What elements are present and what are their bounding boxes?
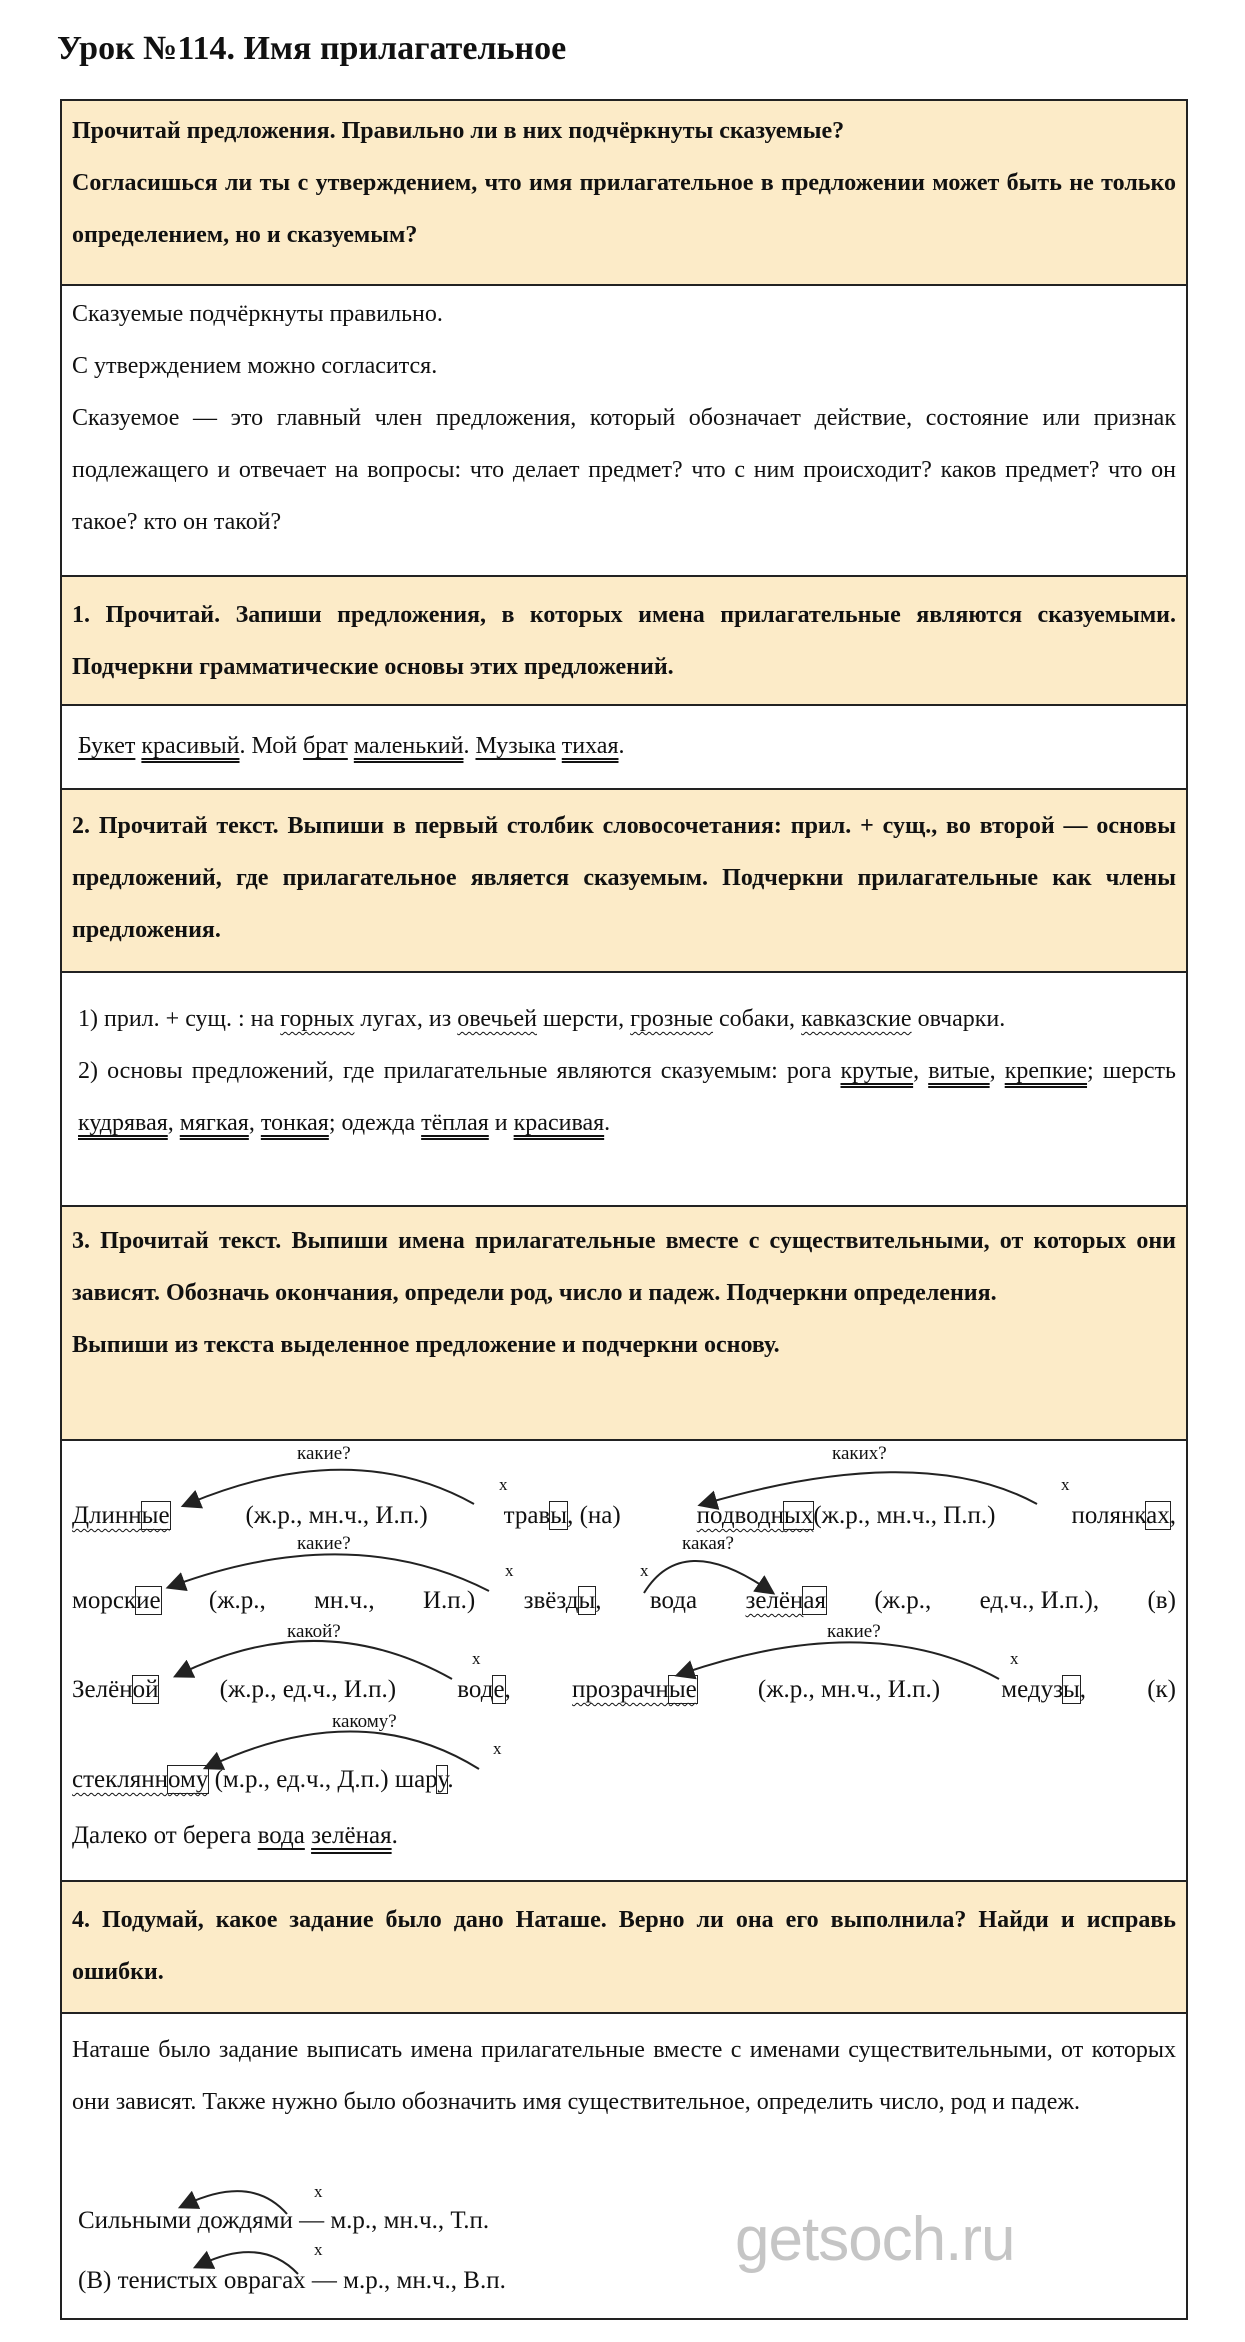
lesson-table bbox=[60, 99, 1188, 2320]
attribute-word: подводн bbox=[696, 1502, 785, 1529]
subject-word: вода bbox=[257, 1822, 305, 1849]
exercise-3-task bbox=[62, 1205, 1186, 1439]
text-segment: И.п.) bbox=[422, 1587, 476, 1614]
x-mark: x bbox=[1010, 1649, 1019, 1668]
text-segment: (ж.р., мн.ч., П.п.) bbox=[813, 1502, 996, 1529]
text-segment: (ж.р., ед.ч., И.п.) bbox=[219, 1676, 397, 1703]
subject-word: Букет bbox=[78, 733, 136, 759]
question-label: какая? bbox=[682, 1533, 734, 1554]
question-label: какие? bbox=[297, 1533, 351, 1554]
text-segment: , bbox=[504, 1676, 511, 1703]
x-mark: x bbox=[493, 1739, 502, 1758]
text-segment: , (на) bbox=[567, 1502, 621, 1529]
text-segment: (м.р., ед.ч., Д.п.) bbox=[208, 1766, 395, 1793]
analysis-line: Сильными дождями — м.р., мн.ч., Т.п. bbox=[78, 2207, 490, 2234]
word-group bbox=[524, 1586, 602, 1616]
answer-text bbox=[78, 1045, 1176, 1149]
attribute-word: стеклянн bbox=[72, 1766, 168, 1793]
word-group bbox=[1071, 1501, 1176, 1531]
text-segment: 1) прил. + сущ. : на bbox=[78, 1006, 281, 1032]
ending-box: ы bbox=[578, 1587, 596, 1614]
text-segment: . bbox=[391, 1822, 398, 1849]
predicate-word: кудрявая bbox=[78, 1110, 168, 1136]
x-mark: x bbox=[499, 1475, 508, 1494]
ending-box: ые bbox=[141, 1502, 170, 1529]
text-segment: , bbox=[248, 1110, 261, 1136]
text-segment: . bbox=[618, 733, 625, 759]
task-text: Выпиши из текста выделенное предложение и подчеркни основу. bbox=[72, 1332, 780, 1358]
word-group bbox=[72, 1765, 454, 1795]
text-segment: вода bbox=[649, 1587, 698, 1614]
watermark: getsoch.ru bbox=[735, 2205, 1015, 2274]
ending-box: ы bbox=[550, 1502, 568, 1529]
ending-box: ые bbox=[668, 1676, 697, 1703]
ending-box: ой bbox=[132, 1676, 159, 1703]
text-segment: , bbox=[913, 1058, 929, 1084]
word-group bbox=[1001, 1675, 1086, 1705]
text-segment: (в) bbox=[1147, 1587, 1176, 1614]
word-group bbox=[457, 1675, 511, 1705]
word-group bbox=[423, 1586, 475, 1616]
predicate-word: красивая bbox=[513, 1110, 605, 1136]
text-segment: морск bbox=[72, 1587, 137, 1614]
attribute-word: зелён bbox=[745, 1587, 804, 1614]
word-group bbox=[220, 1675, 396, 1705]
answer-text: Сказуемые подчёркнуты правильно. bbox=[72, 301, 443, 327]
text-segment: . Мой bbox=[239, 733, 304, 759]
attribute-word: овечьей bbox=[457, 1006, 537, 1032]
x-mark: x bbox=[314, 2240, 323, 2259]
task-text: 4. Подумай, какое задание было дано Наташе. Верно ли она его выполнила? Найди и исправь ошибки. bbox=[72, 1907, 1176, 1985]
text-segment: полянк bbox=[1071, 1502, 1147, 1529]
answer-text: Сказуемое — это главный член предложения, который обозначает действие, состояние или признак подлежащего и отвечает на вопросы: что делает предмет? что с ним происходит? каков предмет? что он такое? кто он такой? bbox=[72, 405, 1176, 535]
text-segment: (ж.р., мн.ч., И.п.) bbox=[245, 1502, 428, 1529]
word-group bbox=[758, 1675, 940, 1705]
text-segment: овчарки. bbox=[911, 1006, 1006, 1032]
text-segment: , bbox=[167, 1110, 180, 1136]
arrow-arc bbox=[182, 1641, 452, 1679]
text-segment: . bbox=[463, 733, 476, 759]
answer-text bbox=[78, 993, 1176, 1045]
text-segment: , bbox=[989, 1058, 1005, 1084]
x-mark: x bbox=[472, 1649, 481, 1668]
text-segment: , bbox=[595, 1587, 602, 1614]
question-label: какой? bbox=[287, 1621, 341, 1642]
ending-box: ая bbox=[803, 1587, 827, 1614]
ending-box: е bbox=[493, 1676, 505, 1703]
x-mark: x bbox=[314, 2182, 323, 2201]
text-segment: (ж.р., bbox=[874, 1587, 932, 1614]
intro-answer bbox=[62, 284, 1186, 575]
word-group bbox=[1147, 1675, 1176, 1705]
predicate-word: тонкая bbox=[260, 1110, 329, 1136]
exercise-4-answer bbox=[62, 2012, 1186, 2318]
ending-box: у bbox=[437, 1766, 448, 1793]
task-text: 2. Прочитай текст. Выпиши в первый столбик словосочетания: прил. + сущ., во второй — основы предложений, где прилагательное является сказуемым. Подчеркни прилагательные как члены предложения. bbox=[72, 813, 1176, 943]
task-text: 3. Прочитай текст. Выпиши имена прилагательные вместе с существительными, от которых они зависят. Обозначь окончания, определи род, число и падеж. Подчеркни определения. bbox=[72, 1228, 1176, 1306]
intro-task-line: Согласишься ли ты с утверждением, что имя прилагательное в предложении может быть не только определением, но и сказуемым? bbox=[72, 170, 1176, 248]
text-segment: ; шерсть bbox=[1087, 1058, 1176, 1084]
text-segment: (ж.р., bbox=[208, 1587, 266, 1614]
answer-text bbox=[78, 720, 1176, 772]
text-segment: вод bbox=[457, 1676, 494, 1703]
predicate-word: крутые bbox=[840, 1058, 914, 1084]
word-group bbox=[72, 1821, 398, 1851]
subject-word: брат bbox=[303, 733, 348, 759]
subject-word: Музыка bbox=[475, 733, 556, 759]
intro-task-line: Прочитай предложения. Правильно ли в них подчёркнуты сказуемые? bbox=[72, 118, 845, 144]
task-text: 1. Прочитай. Запиши предложения, в которых имена прилагательные являются сказуемыми. Подчеркни грамматические основы этих предложений. bbox=[72, 602, 1176, 680]
page-title: Урок №114. Имя прилагательное bbox=[57, 30, 567, 67]
x-mark: x bbox=[640, 1561, 649, 1580]
word-group bbox=[1147, 1586, 1175, 1616]
arrow-arc bbox=[684, 1642, 999, 1679]
text-segment: собаки, bbox=[713, 1006, 802, 1032]
text-segment: (к) bbox=[1147, 1676, 1176, 1703]
ending-box: ы bbox=[1062, 1676, 1080, 1703]
exercise-4-task bbox=[62, 1880, 1186, 2012]
question-label: какие? bbox=[297, 1443, 351, 1464]
arrow-arc bbox=[707, 1472, 1037, 1504]
analysis-line bbox=[72, 1821, 1176, 1851]
word-group bbox=[72, 1586, 161, 1616]
word-group bbox=[72, 1501, 170, 1531]
answer-text: Наташе было задание выписать имена прилагательные вместе с именами существительными, от которых они зависят. Также нужно было обозначить имя существительное, определить число, род и падеж. bbox=[72, 2037, 1176, 2115]
text-segment: и bbox=[488, 1110, 514, 1136]
analysis-line: (В) тенистых оврагах — м.р., мн.ч., В.п. bbox=[78, 2267, 506, 2294]
predicate-word: маленький bbox=[353, 733, 464, 759]
analysis-line bbox=[72, 1765, 1176, 1795]
x-mark: x bbox=[505, 1561, 514, 1580]
word-group bbox=[72, 1675, 158, 1705]
text-segment: звёзд bbox=[523, 1587, 579, 1614]
answer-text: С утверждением можно согласится. bbox=[72, 353, 438, 379]
exercise-1-task bbox=[62, 575, 1186, 704]
word-group bbox=[504, 1501, 621, 1531]
word-group bbox=[874, 1586, 931, 1616]
attribute-word: горных bbox=[280, 1006, 355, 1032]
text-segment: , bbox=[1169, 1502, 1176, 1529]
attribute-word: Длинн bbox=[72, 1502, 142, 1529]
exercise-2-task bbox=[62, 788, 1186, 971]
text-segment: . bbox=[447, 1766, 454, 1793]
question-label: какие? bbox=[827, 1621, 881, 1642]
ending-box: ых bbox=[784, 1502, 814, 1529]
text-segment: ; одежда bbox=[328, 1110, 422, 1136]
analysis-line bbox=[72, 1675, 1176, 1705]
text-segment: Далеко от берега bbox=[72, 1822, 258, 1849]
arrow-arc bbox=[212, 1731, 479, 1769]
ending-box: ие bbox=[136, 1587, 161, 1614]
word-group bbox=[980, 1586, 1100, 1616]
word-group bbox=[697, 1501, 996, 1531]
word-group bbox=[650, 1586, 697, 1616]
predicate-word: крепкие bbox=[1004, 1058, 1088, 1084]
ending-box: ому bbox=[168, 1766, 209, 1793]
predicate-word: тёплая bbox=[421, 1110, 489, 1136]
question-label: какому? bbox=[332, 1711, 397, 1732]
attribute-word: кавказские bbox=[801, 1006, 912, 1032]
exercise-2-answer bbox=[62, 971, 1186, 1205]
word-group bbox=[209, 1586, 266, 1616]
text-segment: 2) основы предложений, где прилагательные являются сказуемым: рога bbox=[78, 1058, 841, 1084]
exercise-3-answer bbox=[62, 1439, 1186, 1880]
text-segment: мн.ч., bbox=[314, 1587, 375, 1614]
text-segment: трав bbox=[503, 1502, 551, 1529]
text-segment: шерсти, bbox=[536, 1006, 631, 1032]
text-segment: медуз bbox=[1001, 1676, 1063, 1703]
text-segment: , bbox=[1079, 1676, 1086, 1703]
word-group bbox=[246, 1501, 428, 1531]
word-group bbox=[745, 1586, 826, 1616]
exercise-1-answer bbox=[62, 704, 1186, 788]
text-segment: Зелён bbox=[72, 1676, 133, 1703]
text-segment: ед.ч., И.п.), bbox=[979, 1587, 1100, 1614]
intro-task bbox=[62, 101, 1186, 284]
ending-box: ах bbox=[1146, 1502, 1170, 1529]
analysis-line bbox=[72, 1586, 1176, 1616]
arrow-arc bbox=[190, 1470, 474, 1504]
attribute-word: прозрачн bbox=[572, 1676, 669, 1703]
predicate-word: витые bbox=[928, 1058, 990, 1084]
word-group bbox=[314, 1586, 375, 1616]
x-mark: x bbox=[1061, 1475, 1070, 1494]
analysis-line bbox=[72, 1501, 1176, 1531]
predicate-word: тихая bbox=[561, 733, 619, 759]
text-segment: (ж.р., мн.ч., И.п.) bbox=[757, 1676, 941, 1703]
predicate-word: мягкая bbox=[179, 1110, 249, 1136]
predicate-word: зелёная bbox=[311, 1822, 392, 1849]
word-group bbox=[572, 1675, 697, 1705]
text-segment: . bbox=[604, 1110, 611, 1136]
attribute-word: грозные bbox=[630, 1006, 714, 1032]
text-segment: шар bbox=[394, 1766, 438, 1793]
question-label: каких? bbox=[832, 1443, 887, 1464]
text-segment: лугах, из bbox=[354, 1006, 458, 1032]
predicate-word: красивый bbox=[141, 733, 240, 759]
